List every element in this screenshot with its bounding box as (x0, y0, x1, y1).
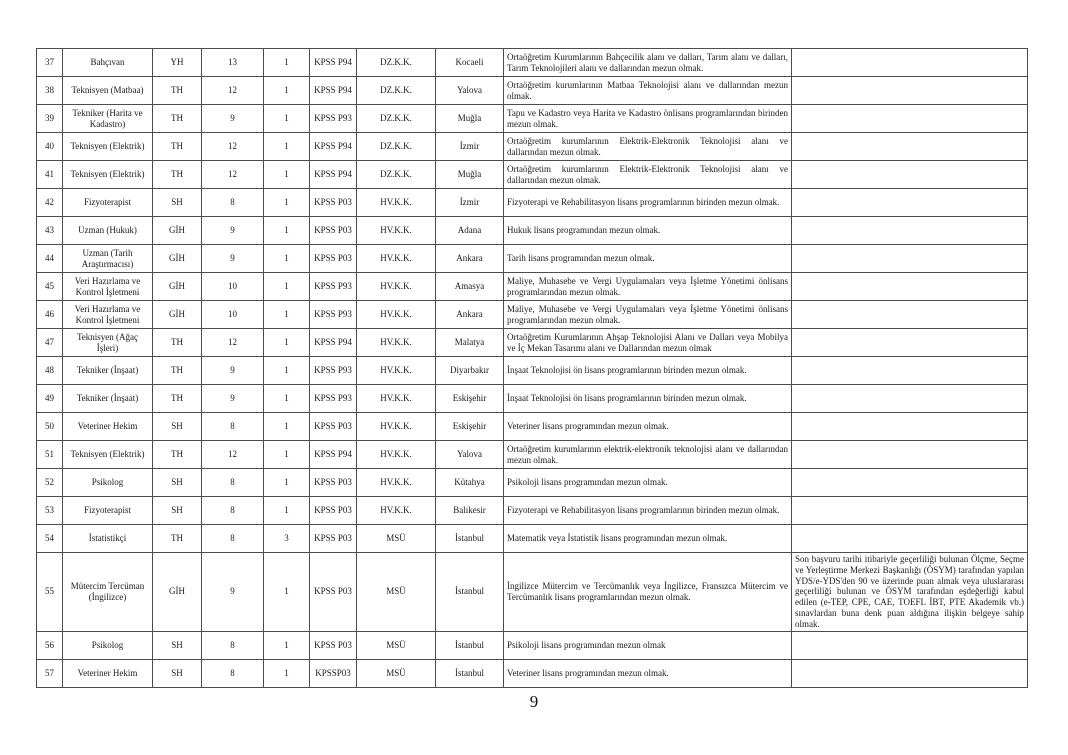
cell-city: İstanbul (436, 631, 504, 659)
cell-grade: 13 (202, 49, 264, 77)
cell-institution: MSÜ (357, 525, 436, 553)
cell-institution: HV.K.K. (357, 217, 436, 245)
cell-title: Psikolog (63, 469, 153, 497)
cell-score: KPSSP03 (310, 659, 357, 687)
cell-grade: 10 (202, 273, 264, 301)
cell-count: 1 (264, 413, 310, 441)
cell-city: Amasya (436, 273, 504, 301)
cell-grade: 8 (202, 525, 264, 553)
table-row (37, 133, 1028, 161)
cell-city: Yalova (436, 441, 504, 469)
cell-title: Teknisyen (Matbaa) (63, 77, 153, 105)
cell-class: SH (153, 659, 202, 687)
cell-note (792, 245, 1028, 273)
cell-count: 1 (264, 273, 310, 301)
cell-title: Tekniker (Harita ve Kadastro) (63, 105, 153, 133)
cell-city: İstanbul (436, 659, 504, 687)
cell-institution: HV.K.K. (357, 469, 436, 497)
table-row (37, 161, 1028, 189)
cell-no: 40 (37, 133, 63, 161)
cell-note (792, 217, 1028, 245)
cell-requirement: Veteriner lisans programından mezun olmak. (504, 413, 792, 441)
cell-count: 1 (264, 497, 310, 525)
cell-note (792, 441, 1028, 469)
cell-title: İstatistikçi (63, 525, 153, 553)
cell-title: Tekniker (İnşaat) (63, 385, 153, 413)
cell-title: Bahçıvan (63, 49, 153, 77)
cell-institution: HV.K.K. (357, 385, 436, 413)
cell-no: 45 (37, 273, 63, 301)
table-row (37, 105, 1028, 133)
cell-class: TH (153, 525, 202, 553)
cell-requirement: Matematik veya İstatistik lisans programından mezun olmak. (504, 525, 792, 553)
cell-institution: HV.K.K. (357, 441, 436, 469)
cell-city: Balıkesir (436, 497, 504, 525)
cell-no: 57 (37, 659, 63, 687)
cell-requirement: İnşaat Teknolojisi ön lisans programlarının birinden mezun olmak. (504, 357, 792, 385)
table-row (37, 189, 1028, 217)
cell-title: Teknisyen (Elektrik) (63, 133, 153, 161)
cell-score: KPSS P93 (310, 357, 357, 385)
cell-score: KPSS P03 (310, 189, 357, 217)
cell-score: KPSS P94 (310, 133, 357, 161)
cell-score: KPSS P03 (310, 497, 357, 525)
cell-grade: 12 (202, 77, 264, 105)
table-row (37, 553, 1028, 632)
cell-note (792, 301, 1028, 329)
cell-requirement: Ortaöğretim kurumlarının Elektrik-Elektronik Teknolojisi alanı ve dallarından mezun olmak. (504, 161, 792, 189)
cell-score: KPSS P93 (310, 273, 357, 301)
cell-note (792, 497, 1028, 525)
cell-no: 49 (37, 385, 63, 413)
cell-city: Ankara (436, 245, 504, 273)
cell-requirement: İnşaat Teknolojisi ön lisans programlarının birinden mezun olmak. (504, 385, 792, 413)
cell-no: 42 (37, 189, 63, 217)
cell-requirement: Psikoloji lisans programından mezun olmak (504, 631, 792, 659)
cell-count: 1 (264, 385, 310, 413)
cell-requirement: Maliye, Muhasebe ve Vergi Uygulamaları veya İşletme Yönetimi önlisans programlarından mezun olmak. (504, 301, 792, 329)
cell-score: KPSS P94 (310, 77, 357, 105)
table-row (37, 245, 1028, 273)
cell-note (792, 133, 1028, 161)
cell-institution: MSÜ (357, 553, 436, 632)
cell-class: SH (153, 189, 202, 217)
cell-title: Uzman (Tarih Araştırmacısı) (63, 245, 153, 273)
positions-table-body (37, 49, 1028, 688)
cell-grade: 8 (202, 469, 264, 497)
cell-title: Veteriner Hekim (63, 413, 153, 441)
cell-score: KPSS P03 (310, 469, 357, 497)
table-row (37, 441, 1028, 469)
cell-note (792, 77, 1028, 105)
cell-institution: DZ.K.K. (357, 49, 436, 77)
cell-institution: HV.K.K. (357, 329, 436, 357)
cell-requirement: Tapu ve Kadastro veya Harita ve Kadastro önlisans programlarından birinden mezun olmak. (504, 105, 792, 133)
cell-institution: MSÜ (357, 631, 436, 659)
cell-count: 1 (264, 357, 310, 385)
cell-class: TH (153, 161, 202, 189)
cell-note (792, 49, 1028, 77)
cell-count: 1 (264, 133, 310, 161)
cell-no: 54 (37, 525, 63, 553)
cell-count: 1 (264, 329, 310, 357)
cell-city: Diyarbakır (436, 357, 504, 385)
cell-institution: HV.K.K. (357, 357, 436, 385)
cell-requirement: Maliye, Muhasebe ve Vergi Uygulamaları veya İşletme Yönetimi önlisans programlarından mezun olmak. (504, 273, 792, 301)
cell-class: GİH (153, 301, 202, 329)
cell-requirement: Ortaöğretim kurumlarının Matbaa Teknolojisi alanı ve dallarından mezun olmak. (504, 77, 792, 105)
cell-city: İzmir (436, 133, 504, 161)
cell-count: 1 (264, 553, 310, 632)
cell-score: KPSS P03 (310, 245, 357, 273)
cell-class: TH (153, 357, 202, 385)
cell-city: İzmir (436, 189, 504, 217)
cell-score: KPSS P94 (310, 161, 357, 189)
cell-title: Veri Hazırlama ve Kontrol İşletmeni (63, 301, 153, 329)
cell-requirement: Ortaöğretim Kurumlarının Bahçecilik alanı ve dalları, Tarım alanı ve dalları, Tarım Teknolojileri alanı ve dallarından mezun olmak. (504, 49, 792, 77)
cell-score: KPSS P93 (310, 385, 357, 413)
cell-score: KPSS P94 (310, 441, 357, 469)
cell-requirement: Ortaöğretim kurumlarının Elektrik-Elektronik Teknolojisi alanı ve dallarından mezun olmak. (504, 133, 792, 161)
cell-requirement: Psikoloji lisans programından mezun olmak. (504, 469, 792, 497)
cell-title: Fizyoterapist (63, 189, 153, 217)
table-row (37, 497, 1028, 525)
cell-title: Mütercim Tercüman (İngilizce) (63, 553, 153, 632)
table-row (37, 469, 1028, 497)
cell-note: Son başvuru tarihi itibariyle geçerliliği bulunan Ölçme, Seçme ve Yerleştirme Merkezi Başkanlığı (ÖSYM) tarafından yapılan YDS/e-YDS'den 90 ve üzerinde puan almak veya uluslararası geçerliliği bulunan ve ÖSYM tarafından eşdeğerliği kabul edilen (e-TEP, CPE, CAE, TOEFL İBT, PTE Akademik vb.) sınavlardan buna denk puan aldığına ilişkin belgeye sahip olmak. (792, 553, 1028, 632)
cell-class: GİH (153, 553, 202, 632)
cell-city: Ankara (436, 301, 504, 329)
cell-note (792, 273, 1028, 301)
table-row (37, 659, 1028, 687)
cell-score: KPSS P03 (310, 631, 357, 659)
cell-requirement: Veteriner lisans programından mezun olmak. (504, 659, 792, 687)
cell-grade: 8 (202, 189, 264, 217)
cell-institution: HV.K.K. (357, 301, 436, 329)
cell-institution: HV.K.K. (357, 497, 436, 525)
cell-class: TH (153, 105, 202, 133)
cell-no: 47 (37, 329, 63, 357)
cell-title: Uzman (Hukuk) (63, 217, 153, 245)
cell-city: Kütahya (436, 469, 504, 497)
cell-note (792, 525, 1028, 553)
table-row (37, 301, 1028, 329)
cell-no: 46 (37, 301, 63, 329)
cell-class: SH (153, 413, 202, 441)
cell-no: 38 (37, 77, 63, 105)
table-row (37, 49, 1028, 77)
cell-title: Teknisyen (Elektrik) (63, 441, 153, 469)
cell-institution: DZ.K.K. (357, 161, 436, 189)
cell-title: Teknisyen (Elektrik) (63, 161, 153, 189)
cell-city: İstanbul (436, 525, 504, 553)
cell-no: 52 (37, 469, 63, 497)
cell-title: Teknisyen (Ağaç İşleri) (63, 329, 153, 357)
cell-no: 53 (37, 497, 63, 525)
cell-requirement: Ortaöğretim Kurumlarının Ahşap Teknolojisi Alanı ve Dalları veya Mobilya ve İç Mekan Tasarımı alanı ve Dallarından mezun olmak (504, 329, 792, 357)
cell-city: Eskişehir (436, 413, 504, 441)
cell-count: 1 (264, 441, 310, 469)
cell-title: Psikolog (63, 631, 153, 659)
cell-requirement: Fizyoterapi ve Rehabilitasyon lisans programlarının birinden mezun olmak. (504, 189, 792, 217)
cell-no: 43 (37, 217, 63, 245)
cell-score: KPSS P03 (310, 217, 357, 245)
cell-count: 1 (264, 469, 310, 497)
cell-city: Kocaeli (436, 49, 504, 77)
cell-institution: HV.K.K. (357, 273, 436, 301)
cell-title: Tekniker (İnşaat) (63, 357, 153, 385)
cell-note (792, 385, 1028, 413)
cell-grade: 9 (202, 217, 264, 245)
cell-institution: HV.K.K. (357, 413, 436, 441)
cell-count: 1 (264, 161, 310, 189)
cell-grade: 10 (202, 301, 264, 329)
table-row (37, 329, 1028, 357)
table-row (37, 525, 1028, 553)
cell-class: SH (153, 497, 202, 525)
cell-score: KPSS P94 (310, 49, 357, 77)
cell-class: TH (153, 133, 202, 161)
cell-no: 51 (37, 441, 63, 469)
cell-count: 1 (264, 631, 310, 659)
cell-class: TH (153, 385, 202, 413)
cell-city: Malatya (436, 329, 504, 357)
cell-score: KPSS P93 (310, 105, 357, 133)
cell-class: TH (153, 441, 202, 469)
table-row (37, 413, 1028, 441)
cell-no: 41 (37, 161, 63, 189)
cell-institution: HV.K.K. (357, 189, 436, 217)
cell-grade: 8 (202, 497, 264, 525)
cell-note (792, 357, 1028, 385)
page-number: 9 (529, 692, 539, 711)
cell-no: 37 (37, 49, 63, 77)
cell-requirement: Tarih lisans programından mezun olmak. (504, 245, 792, 273)
cell-no: 48 (37, 357, 63, 385)
cell-note (792, 469, 1028, 497)
cell-title: Fizyoterapist (63, 497, 153, 525)
table-row (37, 631, 1028, 659)
cell-class: TH (153, 77, 202, 105)
cell-grade: 8 (202, 659, 264, 687)
cell-institution: DZ.K.K. (357, 133, 436, 161)
cell-city: Muğla (436, 105, 504, 133)
cell-score: KPSS P03 (310, 413, 357, 441)
cell-institution: DZ.K.K. (357, 77, 436, 105)
cell-title: Veteriner Hekim (63, 659, 153, 687)
cell-count: 1 (264, 49, 310, 77)
cell-count: 1 (264, 217, 310, 245)
cell-count: 1 (264, 659, 310, 687)
cell-count: 1 (264, 77, 310, 105)
cell-score: KPSS P03 (310, 525, 357, 553)
cell-institution: DZ.K.K. (357, 105, 436, 133)
cell-grade: 12 (202, 441, 264, 469)
cell-grade: 12 (202, 133, 264, 161)
table-row (37, 357, 1028, 385)
cell-grade: 9 (202, 245, 264, 273)
cell-count: 1 (264, 301, 310, 329)
cell-score: KPSS P03 (310, 553, 357, 632)
cell-city: Adana (436, 217, 504, 245)
cell-no: 50 (37, 413, 63, 441)
cell-grade: 8 (202, 631, 264, 659)
cell-no: 39 (37, 105, 63, 133)
cell-no: 44 (37, 245, 63, 273)
cell-grade: 8 (202, 413, 264, 441)
cell-class: YH (153, 49, 202, 77)
cell-class: GİH (153, 245, 202, 273)
cell-score: KPSS P93 (310, 301, 357, 329)
cell-grade: 12 (202, 161, 264, 189)
cell-count: 1 (264, 105, 310, 133)
cell-class: SH (153, 631, 202, 659)
cell-city: İstanbul (436, 553, 504, 632)
cell-requirement: İngilizce Mütercim ve Tercümanlık veya İngilizce, Fransızca Mütercim ve Tercümanlık lisans programlarından mezun olmak. (504, 553, 792, 632)
cell-grade: 9 (202, 385, 264, 413)
cell-institution: HV.K.K. (357, 245, 436, 273)
cell-note (792, 329, 1028, 357)
cell-count: 1 (264, 245, 310, 273)
cell-institution: MSÜ (357, 659, 436, 687)
cell-note (792, 105, 1028, 133)
table-row (37, 385, 1028, 413)
cell-note (792, 413, 1028, 441)
cell-note (792, 659, 1028, 687)
cell-class: GİH (153, 217, 202, 245)
table-row (37, 273, 1028, 301)
cell-no: 56 (37, 631, 63, 659)
cell-grade: 9 (202, 553, 264, 632)
cell-note (792, 189, 1028, 217)
cell-count: 3 (264, 525, 310, 553)
cell-grade: 9 (202, 105, 264, 133)
cell-score: KPSS P94 (310, 329, 357, 357)
cell-requirement: Ortaöğretim kurumlarının elektrik-elektronik teknolojisi alanı ve dallarından mezun olmak. (504, 441, 792, 469)
positions-table (36, 48, 1028, 688)
cell-requirement: Fizyoterapi ve Rehabilitasyon lisans programlarının birinden mezun olmak. (504, 497, 792, 525)
cell-note (792, 161, 1028, 189)
cell-no: 55 (37, 553, 63, 632)
table-row (37, 217, 1028, 245)
cell-requirement: Hukuk lisans programından mezun olmak. (504, 217, 792, 245)
cell-title: Veri Hazırlama ve Kontrol İşletmeni (63, 273, 153, 301)
cell-grade: 12 (202, 329, 264, 357)
cell-class: GİH (153, 273, 202, 301)
cell-count: 1 (264, 189, 310, 217)
cell-class: SH (153, 469, 202, 497)
cell-city: Muğla (436, 161, 504, 189)
cell-city: Eskişehir (436, 385, 504, 413)
cell-city: Yalova (436, 77, 504, 105)
cell-note (792, 631, 1028, 659)
cell-class: TH (153, 329, 202, 357)
table-row (37, 77, 1028, 105)
cell-grade: 9 (202, 357, 264, 385)
